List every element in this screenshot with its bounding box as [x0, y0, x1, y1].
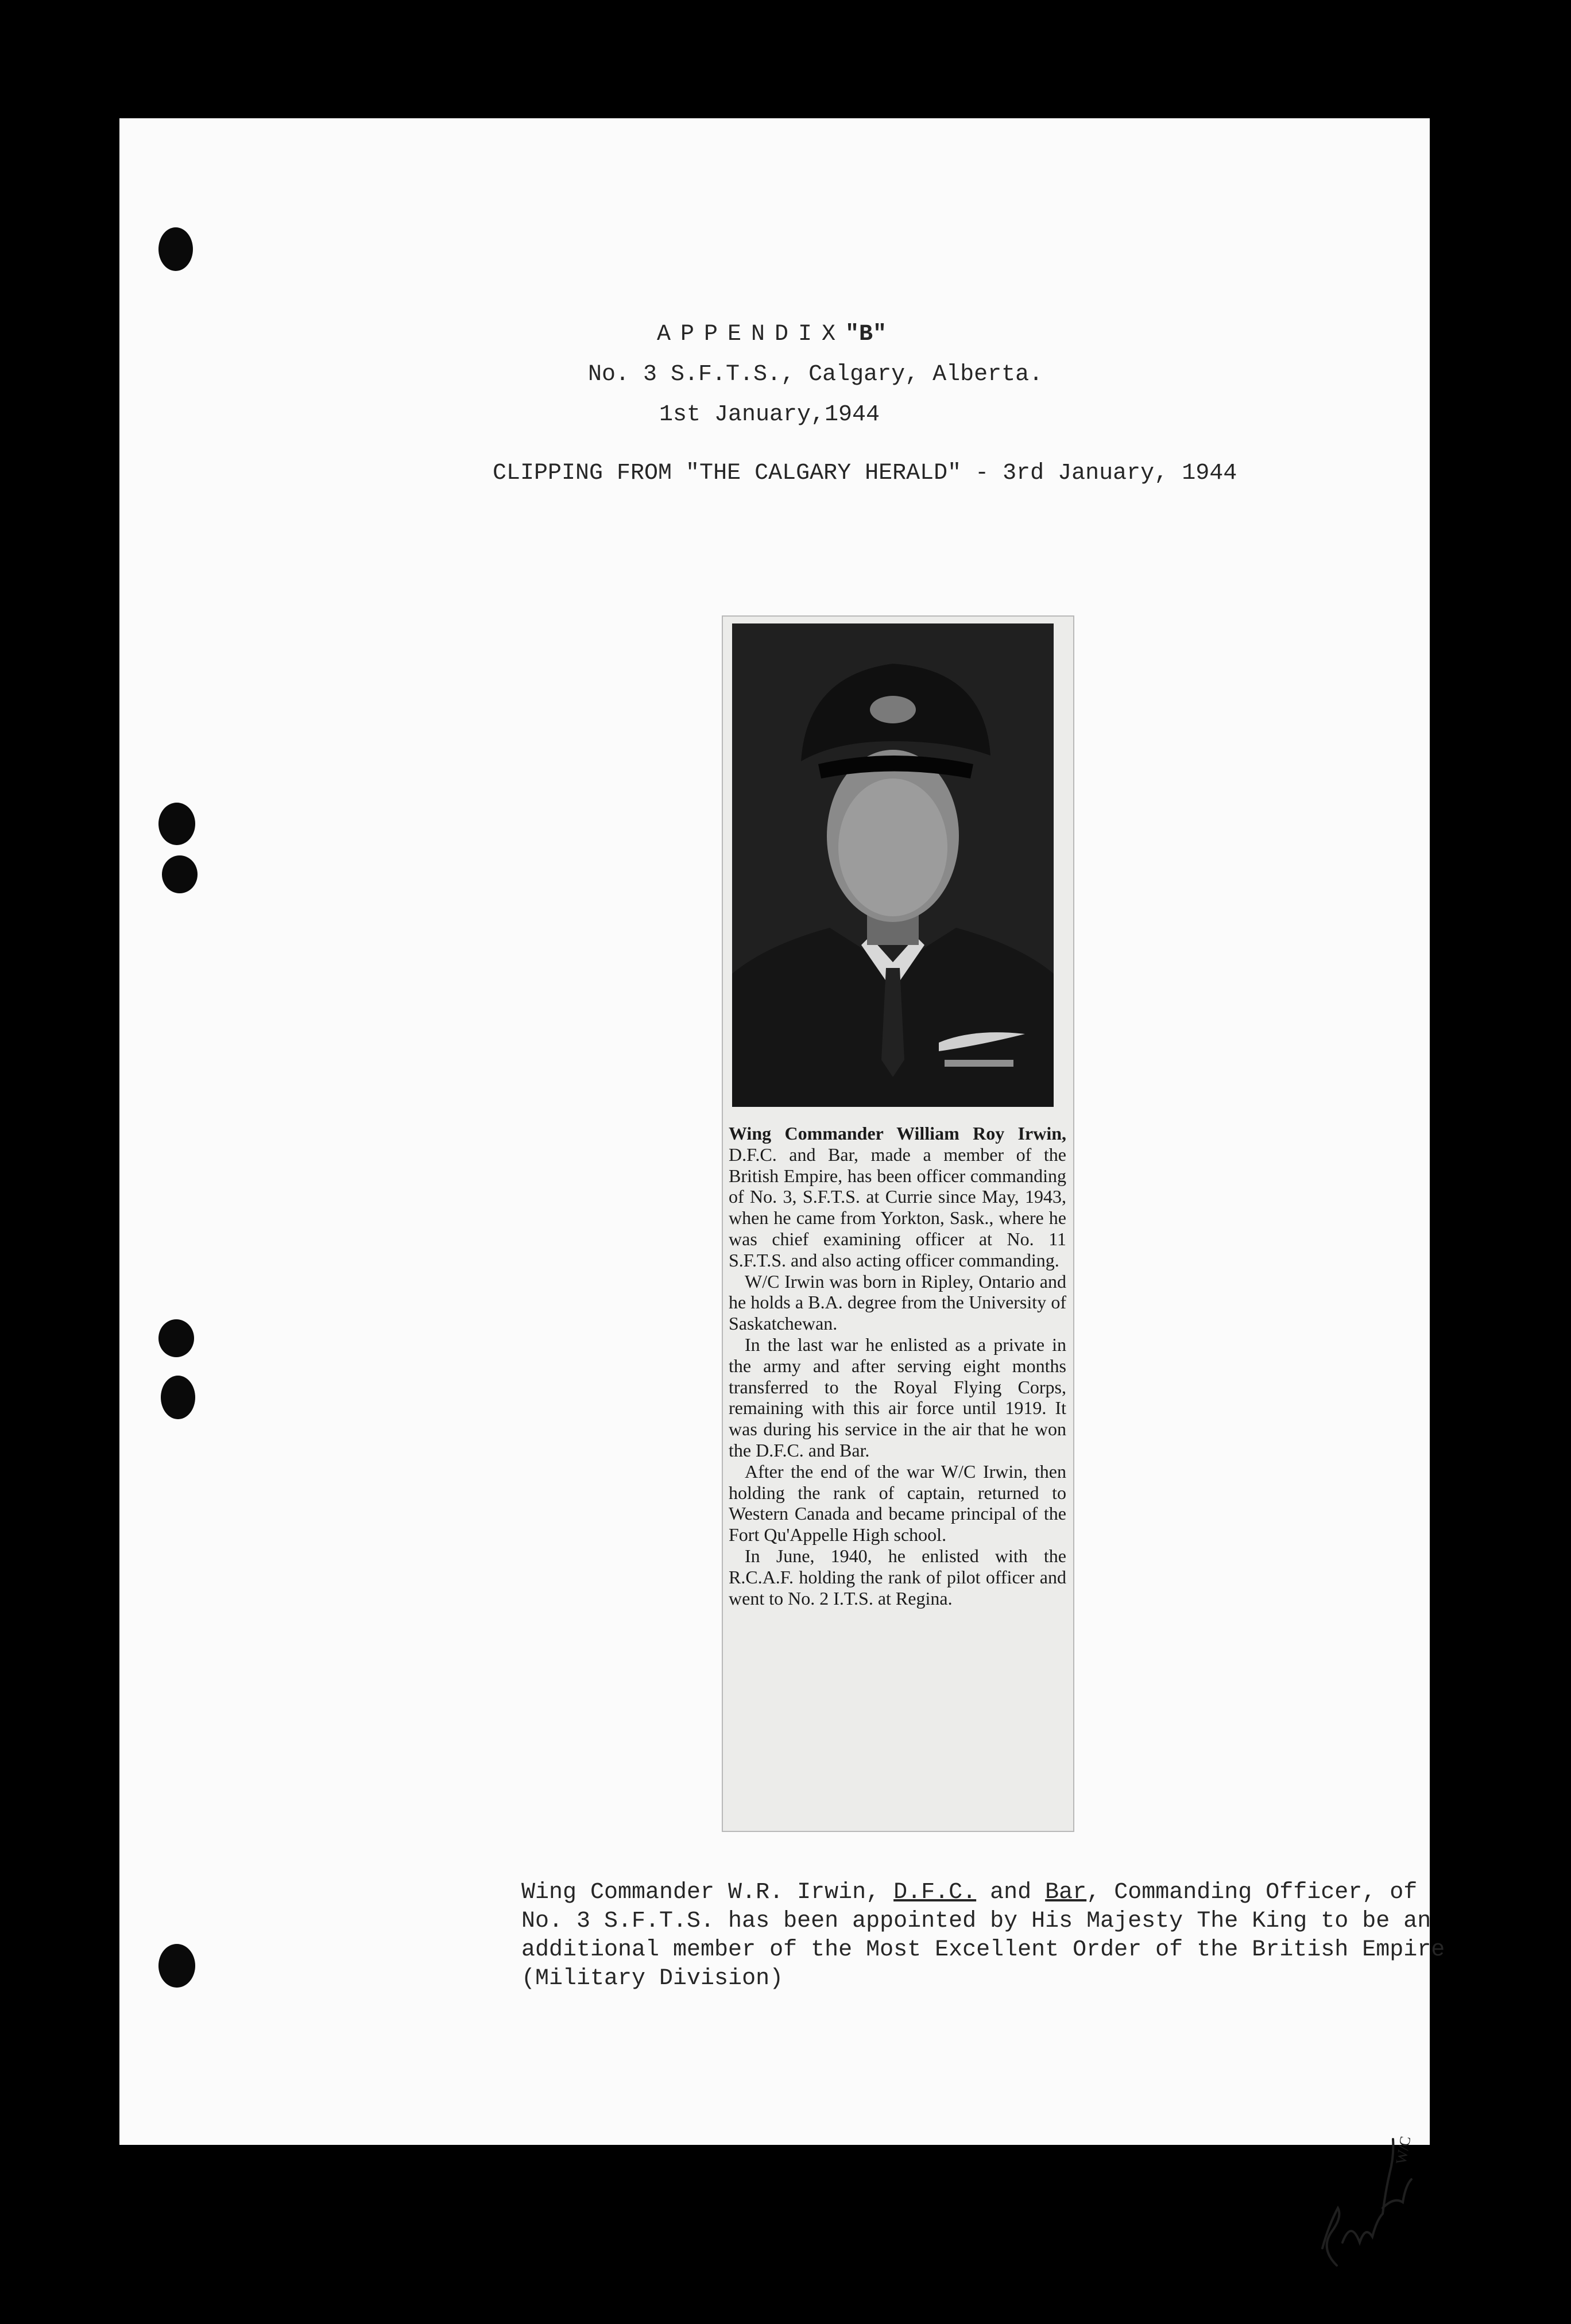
- article-paragraph: In June, 1940, he enlisted with the R.C.A.F. holding the rank of pilot officer and went to No. 2 I.T.S. at Regina.: [729, 1545, 1066, 1609]
- appendix-heading: [657, 322, 887, 347]
- handwritten-signature: [1297, 2093, 1434, 2277]
- article-paragraph: In the last war he enlisted as a private in the army and after serving eight months transferred to the Royal Flying Corps, remaining with this air force until 1919. It was during his service in the air that he won the D.F.C. and Bar.: [729, 1334, 1066, 1461]
- article-paragraph: W/C Irwin was born in Ripley, Ontario and he holds a B.A. degree from the University of Saskatchewan.: [729, 1271, 1066, 1334]
- appendix-title: APPENDIX: [657, 322, 846, 347]
- clipping-source-line: CLIPPING FROM "THE CALGARY HERALD" - 3rd January, 1944: [493, 460, 1237, 486]
- binder-hole-mark: [158, 1319, 194, 1357]
- document-page: [119, 118, 1445, 2166]
- article-paragraph: After the end of the war W/C Irwin, then holding the rank of captain, returned to Western Canada and became principal of the Fort Qu'Appelle High school.: [729, 1461, 1066, 1546]
- binder-hole-mark: [162, 855, 198, 893]
- article-lead-bold: Wing Commander William Roy Irwin,: [729, 1123, 1066, 1144]
- newspaper-clipping: [722, 615, 1074, 1832]
- article-lead-rest: D.F.C. and Bar, made a member of the British Empire, has been officer commanding of No. 3, S.F.T.S. at Currie since May, 1943, when he came from Yorkton, Sask., where he was chief examining officer at No. 11 S.F.T.S. and also acting officer commanding.: [729, 1144, 1066, 1271]
- binder-hole-mark: [161, 1376, 195, 1419]
- binder-hole-mark: [158, 1944, 195, 1988]
- officer-portrait-photo: [732, 623, 1054, 1107]
- statement-text: Wing Commander W.R. Irwin,: [521, 1880, 894, 1905]
- statement-text: , Commanding Officer, of No. 3 S.F.T.S. has been appointed by His Majesty The King to be an additional member of the Most Excellent Order of the British Empire (Military Division): [521, 1880, 1445, 1992]
- clipping-article: [729, 1123, 1066, 1609]
- statement-text: and: [976, 1880, 1046, 1905]
- binder-hole-mark: [158, 803, 195, 845]
- date-line: 1st January,1944: [659, 402, 880, 428]
- appointment-statement: [521, 1878, 1452, 1993]
- unit-line: No. 3 S.F.T.S., Calgary, Alberta.: [588, 362, 1043, 388]
- signature-initials: W/C: [1392, 2135, 1414, 2166]
- appendix-letter: "B": [845, 322, 887, 347]
- article-lead: [729, 1123, 1066, 1271]
- dfc-underlined: D.F.C.: [893, 1880, 977, 1905]
- binder-hole-mark: [158, 227, 193, 271]
- bar-underlined: Bar: [1045, 1880, 1087, 1905]
